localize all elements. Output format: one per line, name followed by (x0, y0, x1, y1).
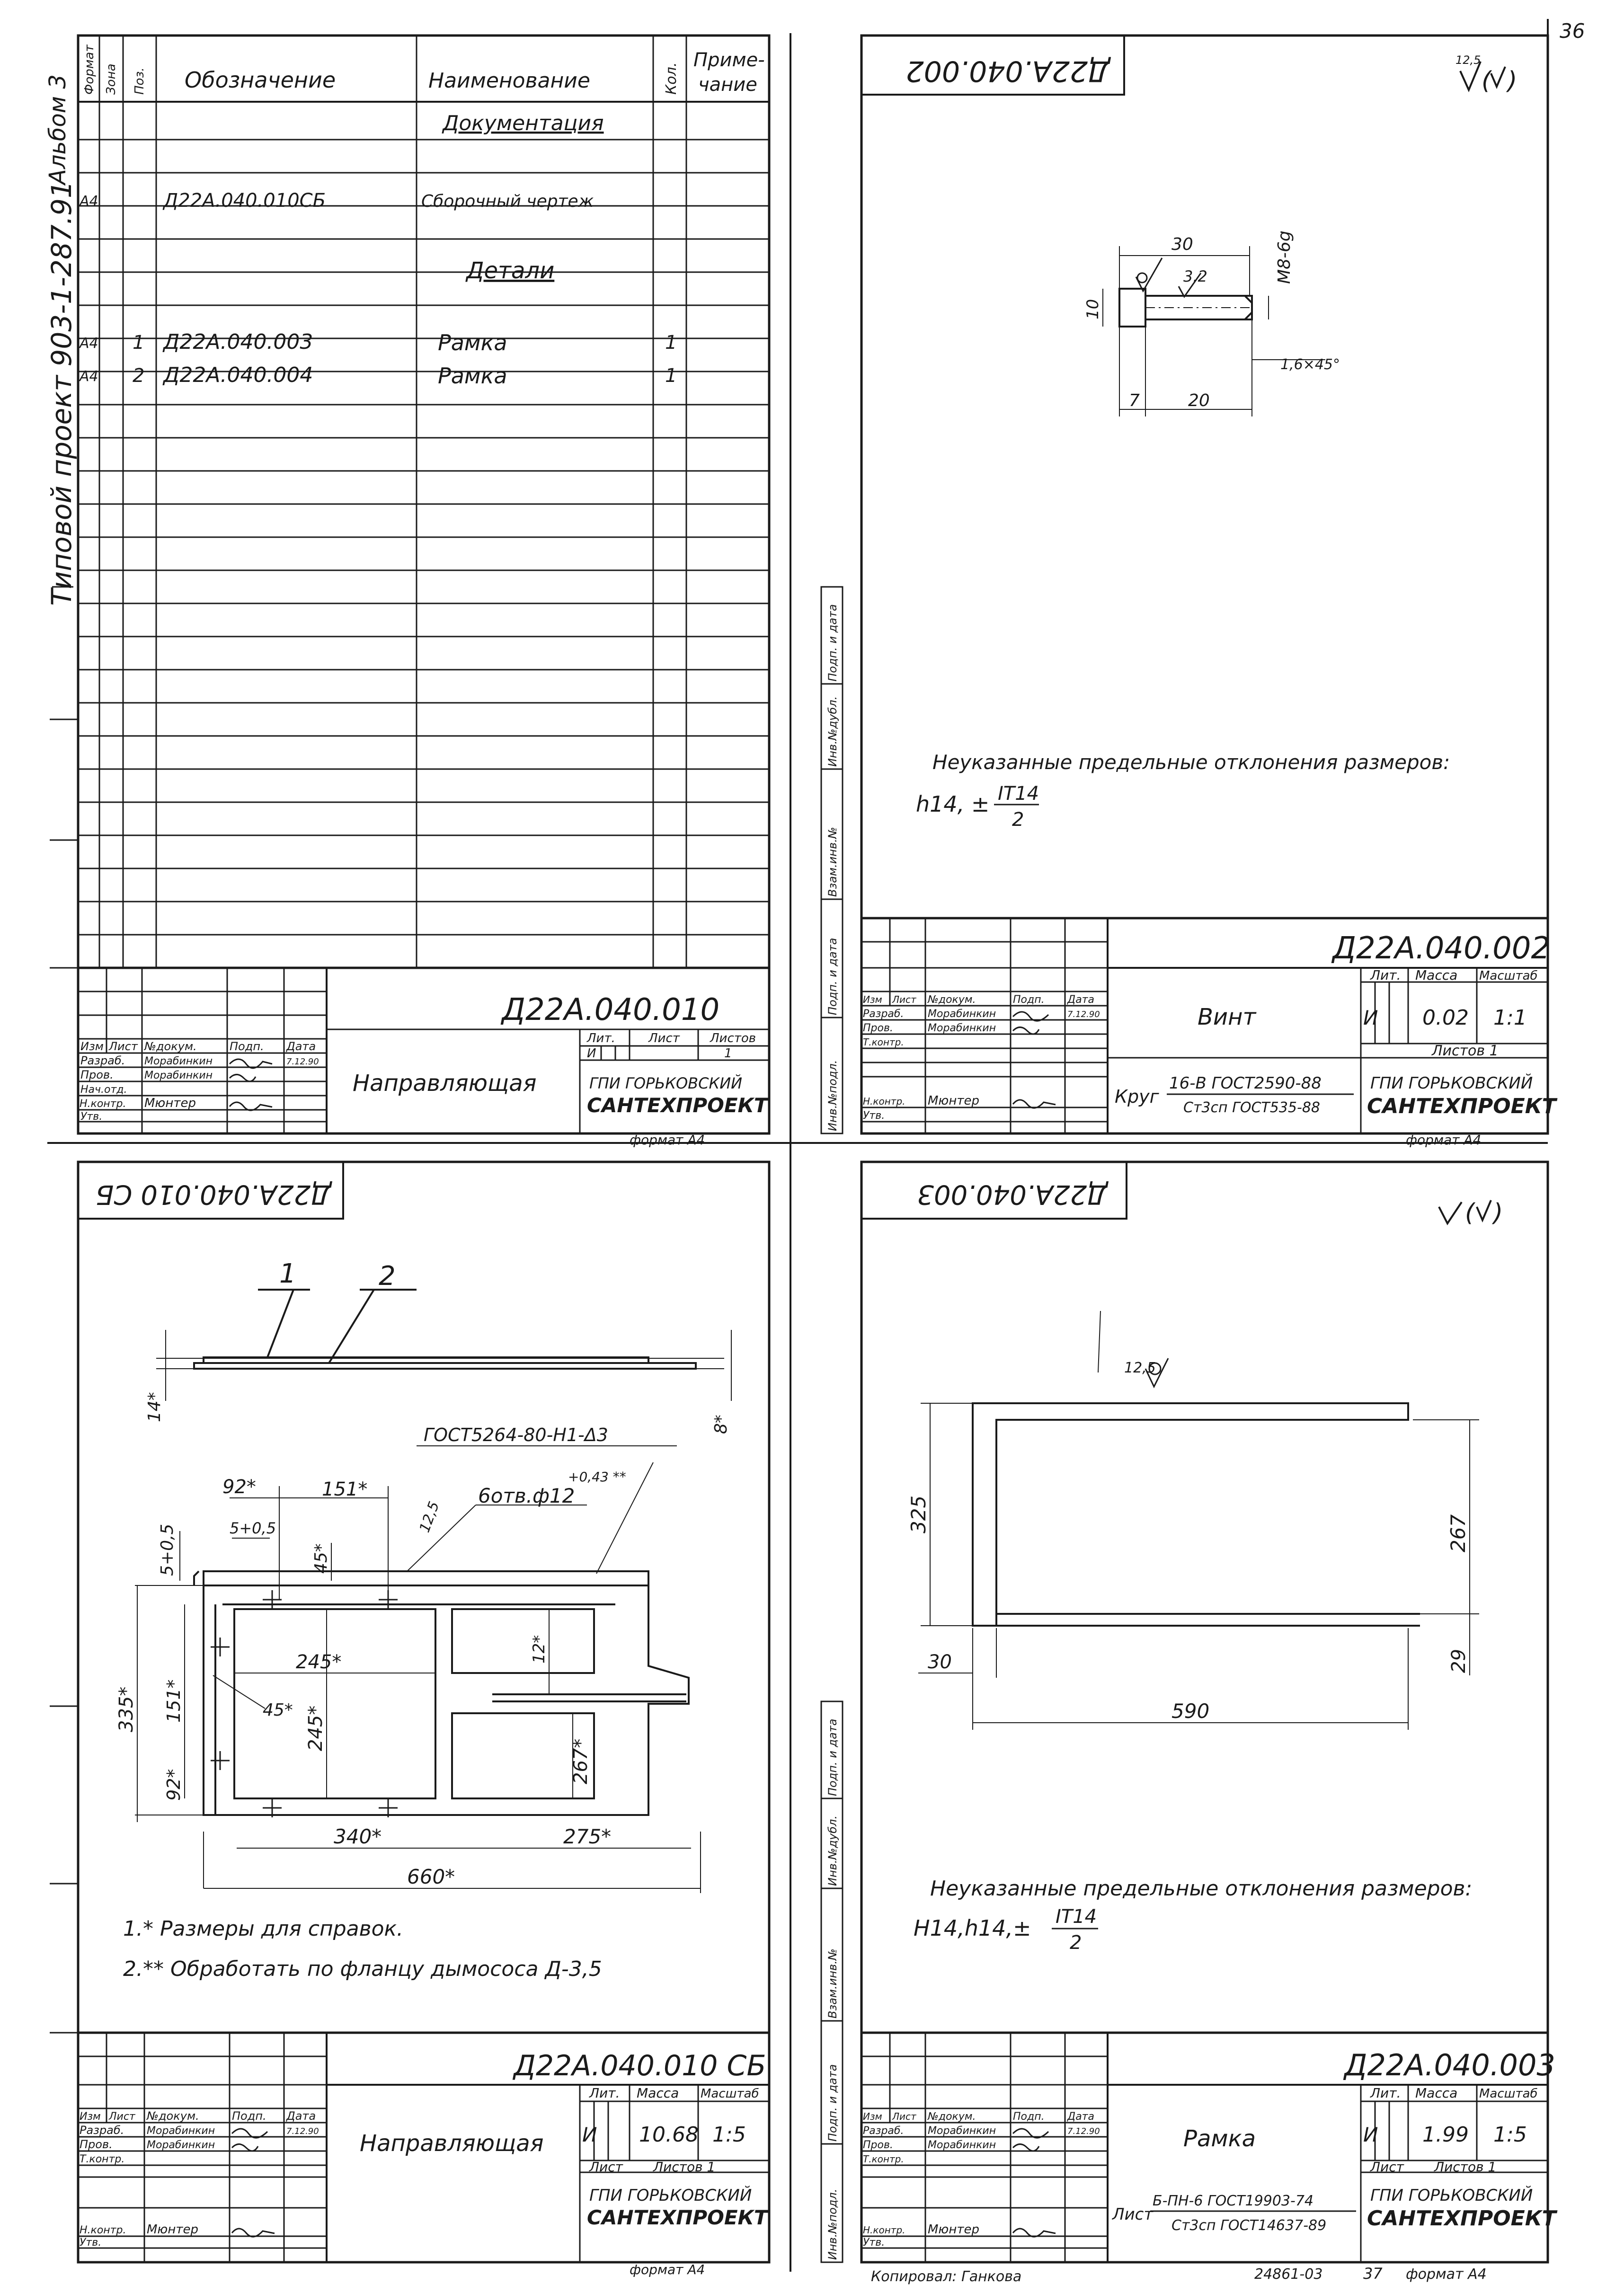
sheet4-material-bottom: Ст3сп ГОСТ14637-89 (1171, 2217, 1327, 2234)
tb1-ndoc: №докум. (144, 1040, 197, 1053)
tb1-prov-person: Морабинкин (144, 1070, 213, 1081)
sheet2-name: Винт (1198, 1004, 1256, 1030)
tb3-lit: Лит. (589, 2085, 620, 2101)
footer-sheet-no: 37 (1363, 2265, 1383, 2283)
tb3-ndoc: №докум. (147, 2109, 199, 2123)
tb3-tkontr: Т.контр. (80, 2153, 125, 2165)
footer-copied: Копировал: Ганкова (871, 2268, 1022, 2285)
margin4-b: Подп. и дата (826, 2064, 839, 2142)
weld-gost: ГОСТ5264-80-Н1-Δ3 (424, 1425, 608, 1445)
hdr-qty: Кол. (663, 62, 680, 95)
tb1-nkontr-person: Мюнтер (144, 1096, 196, 1110)
tb2-podp: Подп. (1013, 994, 1045, 1006)
tb4-nkontr: Н.контр. (863, 2224, 905, 2236)
footer-archive: 24861-03 (1254, 2266, 1323, 2283)
sheet2-roughness-value: 12,5 (1455, 53, 1481, 67)
tb2-nkontr: Н.контр. (863, 1096, 905, 1107)
frame-dim-267: 267 (1447, 1514, 1470, 1552)
tb1-utv: Утв. (80, 1111, 103, 1123)
tb1-data: Дата (286, 1040, 316, 1053)
tb4-izm: Изм (863, 2111, 882, 2122)
sheet4-name: Рамка (1183, 2125, 1256, 2152)
tb2-izm: Изм (863, 994, 882, 1005)
tb4-list: Лист (1370, 2159, 1404, 2175)
row1-name: Сборочный чертеж (421, 192, 594, 211)
tb2-utv: Утв. (863, 1110, 885, 1122)
tb4-masshtab: Масштаб (1479, 2087, 1538, 2101)
tb4-ndoc: №докум. (928, 2111, 976, 2123)
margin2-b: Подп. и дата (826, 938, 839, 1015)
bolt-thread: М8-6g (1275, 230, 1294, 284)
dim-275: 275* (563, 1825, 612, 1848)
hdr-zone: Зона (104, 63, 118, 95)
margin2-c: Взам.инв.№ (826, 827, 839, 897)
tb3-listh: Лист (109, 2111, 135, 2123)
tb1-lit: Лит. (587, 1031, 615, 1045)
sheet2-tol-den: 2 (1012, 809, 1024, 831)
row2-pos: 1 (133, 332, 145, 354)
sheet-2-bolt (821, 35, 1558, 1148)
sheet-1-specification (50, 35, 769, 1148)
hdr-name: Наименование (428, 69, 590, 93)
sheet1-lit: И (587, 1046, 596, 1061)
svg-text:(: ( (1482, 67, 1491, 95)
dim-14: 14* (145, 1392, 164, 1422)
sheet-4-frame (821, 1162, 1558, 2262)
tb4-razrab: Разраб. (863, 2125, 904, 2137)
tb3-format: формат А4 (630, 2262, 705, 2277)
tb3-podp: Подп. (232, 2109, 266, 2123)
tb2-org2: САНТЕХПРОЕКТ (1367, 1094, 1556, 1118)
tb2-prov: Пров. (863, 1022, 893, 1034)
dim-340: 340* (334, 1825, 382, 1848)
sheet4-tol: Н14,h14,± (914, 1915, 1031, 1941)
tb1-format: формат А4 (630, 1132, 705, 1148)
tb2-list: Лист (892, 994, 916, 1005)
tb1-nkontr: Н.контр. (80, 1098, 126, 1110)
tb3-prov: Пров. (80, 2138, 113, 2151)
dim-267: 267* (570, 1738, 592, 1784)
tb4-prov-person: Морабинкин (928, 2139, 996, 2151)
project-label: Типовой проект 903-1-287.91 (45, 181, 78, 606)
tb1-prov: Пров. (80, 1068, 114, 1081)
svg-text:(: ( (1465, 1199, 1475, 1227)
sheet2-note: Неуказанные предельные отклонения размеров: (932, 751, 1450, 774)
sheet1-name: Направляющая (353, 1070, 537, 1097)
sheet1-listov: 1 (724, 1046, 732, 1061)
tb2-date: 7.12.90 (1067, 1009, 1100, 1019)
sheet2-tol: h14, ± (916, 791, 990, 817)
tb3-data: Дата (286, 2109, 316, 2123)
frame-dim-29: 29 (1448, 1649, 1470, 1673)
sheet2-material-prefix: Круг (1115, 1086, 1159, 1107)
svg-text:): ) (1508, 67, 1518, 95)
bolt-dim-3-2: 3.2 (1183, 267, 1207, 285)
tb3-list: Лист (589, 2159, 623, 2175)
tb1-org2: САНТЕХПРОЕКТ (587, 1094, 768, 1117)
dim-5b: 5+0,5 (230, 1519, 276, 1537)
sheet4-material-prefix: Лист (1112, 2205, 1154, 2224)
bolt-dim-10: 10 (1083, 299, 1102, 319)
page-number: 36 (1560, 19, 1585, 43)
tb1-org1: ГПИ ГОРЬКОВСКИЙ (589, 1074, 743, 1092)
tb3-nkontr-person: Мюнтер (147, 2222, 198, 2237)
dim-151b: 151* (163, 1679, 184, 1723)
tb2-nkontr-person: Мюнтер (928, 1094, 979, 1108)
sheet2-scale: 1:1 (1493, 1006, 1527, 1030)
row3-format: А4 (80, 368, 98, 385)
dim-8: 8* (711, 1415, 731, 1434)
sheet2-code: Д22А.040.002 (1332, 931, 1551, 966)
sheet2-material-top: 16-В ГОСТ2590-88 (1169, 1074, 1322, 1093)
sheet4-note: Неуказанные предельные отклонения размеров: (930, 1877, 1473, 1901)
frame-dim-325: 325 (907, 1495, 930, 1533)
tb1-nach: Нач.отд. (80, 1084, 127, 1096)
dim-245b: 245* (305, 1705, 327, 1751)
tb4-razrab-person: Морабинкин (928, 2125, 996, 2137)
tb3-masshtab: Масштаб (701, 2087, 759, 2101)
tb4-prov: Пров. (863, 2139, 893, 2151)
tb3-izm: Изм (80, 2111, 101, 2123)
tb4-tkontr: Т.контр. (863, 2153, 904, 2165)
row3-pos: 2 (133, 365, 145, 387)
tb1-podp: Подп. (230, 1040, 264, 1053)
tb2-tkontr: Т.контр. (863, 1036, 904, 1048)
margin4-d: Инв.№дубл. (826, 1815, 839, 1886)
dim-92: 92* (222, 1476, 256, 1498)
tb4-lit: Лит. (1370, 2085, 1401, 2101)
assembly-note-2: 2.** Обработать по фланцу дымососа Д-3,5 (123, 1957, 602, 1981)
callout-1: 1 (279, 1258, 296, 1289)
dim-12: 12* (530, 1635, 549, 1664)
tb1-list: Лист (109, 1040, 138, 1053)
section-parts: Детали (466, 257, 555, 284)
bolt-dim-7: 7 (1129, 391, 1140, 410)
tb1-date: 7.12.90 (286, 1057, 319, 1067)
tb2-razrab: Разраб. (863, 1008, 904, 1020)
svg-text:): ) (1493, 1199, 1503, 1227)
tb2-masshtab: Масштаб (1479, 969, 1538, 983)
tb2-massa: Масса (1415, 967, 1458, 983)
tb1-izm: Изм (80, 1040, 104, 1053)
row2-qty: 1 (665, 332, 677, 354)
row2-designation: Д22А.040.003 (163, 330, 313, 354)
sheet4-tol-den: 2 (1070, 1932, 1082, 1954)
row1-designation: Д22А.040.010СБ (163, 190, 326, 212)
sheet2-tol-num: IT14 (998, 783, 1039, 805)
sheet3-code-mirrored: Д22А.040.010 СБ (95, 1179, 331, 1210)
hdr-designation: Обозначение (185, 67, 336, 93)
tb3-prov-person: Морабинкин (147, 2139, 215, 2151)
dim-45a: 45* (311, 1543, 331, 1574)
margin4-a: Инв.№подл. (826, 2188, 839, 2260)
frame-roughness: 12,5 (1124, 1360, 1156, 1376)
tb2-prov-person: Морабинкин (928, 1022, 996, 1034)
bolt-dim-30: 30 (1171, 235, 1193, 254)
tb1-listov-h: Листов (710, 1031, 756, 1045)
footer-format: формат А4 (1406, 2266, 1487, 2283)
tb2-lit: Лит. (1370, 967, 1401, 983)
dim-245a: 245* (296, 1651, 342, 1673)
dim-660: 660* (407, 1865, 455, 1888)
tb3-massa: Масса (637, 2085, 679, 2101)
tb3-nkontr: Н.контр. (80, 2224, 126, 2236)
margin2-d: Инв.№дубл. (826, 696, 839, 767)
tb2-ndoc: №докум. (928, 994, 976, 1006)
dim-335: 335* (115, 1686, 137, 1732)
sheet4-tol-num: IT14 (1056, 1906, 1097, 1928)
assembly-note-1: 1.* Размеры для справок. (123, 1917, 404, 1941)
sheet2-lit: И (1363, 1006, 1378, 1029)
frame-dim-590: 590 (1171, 1700, 1210, 1723)
sheet2-mass: 0.02 (1422, 1006, 1469, 1030)
tb1-list-h: Лист (648, 1031, 680, 1045)
tb3-org2: САНТЕХПРОЕКТ (587, 2206, 768, 2229)
tb2-org1: ГПИ ГОРЬКОВСКИЙ (1370, 1074, 1533, 1093)
sheet1-code: Д22А.040.010 (502, 992, 720, 1027)
dim-45b: 45* (263, 1700, 293, 1720)
dim-5a: 5+0,5 (158, 1523, 177, 1576)
dim-roughness: 12,5 (416, 1499, 443, 1535)
album-label: Альбом 3 (44, 74, 71, 185)
tb4-org2: САНТЕХПРОЕКТ (1367, 2206, 1556, 2231)
tb3-razrab: Разраб. (80, 2124, 124, 2137)
bolt-chamfer: 1,6×45° (1280, 356, 1340, 373)
tb1-razrab: Разраб. (80, 1054, 125, 1067)
dim-151: 151* (322, 1478, 368, 1500)
row3-designation: Д22А.040.004 (163, 363, 313, 387)
margin4-c: Взам.инв.№ (826, 1948, 839, 2019)
sheet4-scale: 1:5 (1493, 2123, 1527, 2147)
row3-name: Рамка (438, 363, 507, 389)
hdr-pos: Поз. (133, 67, 147, 95)
sheet4-mass: 1.99 (1422, 2123, 1469, 2147)
hdr-note-1: Приме- (693, 49, 765, 71)
tb1-razrab-person: Морабинкин (144, 1055, 213, 1067)
tb3-date: 7.12.90 (286, 2126, 319, 2136)
margin2-a: Инв.№подл. (826, 1060, 839, 1131)
sheet3-mass: 10.68 (639, 2123, 699, 2147)
sheet2-material-bottom: Ст3сп ГОСТ535-88 (1183, 1099, 1321, 1116)
tb2-razrab-person: Морабинкин (928, 1008, 996, 1020)
hdr-note-2: чание (698, 74, 757, 96)
margin2-e: Подп. и дата (826, 604, 839, 682)
sheet3-lit: И (582, 2123, 597, 2146)
row1-format: А4 (80, 193, 98, 210)
tb2-format: формат А4 (1406, 1132, 1482, 1148)
sheet3-code: Д22А.040.010 СБ (514, 2049, 766, 2082)
tb4-org1: ГПИ ГОРЬКОВСКИЙ (1370, 2186, 1533, 2205)
dim-92b: 92* (163, 1769, 184, 1801)
hdr-format: Формат (82, 44, 97, 95)
row2-format: А4 (80, 335, 98, 352)
row2-name: Рамка (438, 330, 507, 355)
tb4-podp: Подп. (1013, 2111, 1045, 2123)
tb4-utv: Утв. (863, 2237, 885, 2249)
sheet4-code: Д22А.040.003 (1344, 2048, 1555, 2082)
sheet3-scale: 1:5 (712, 2123, 746, 2147)
sheet4-lit: И (1363, 2123, 1378, 2146)
tb4-date: 7.12.90 (1067, 2126, 1100, 2136)
bolt-dim-20: 20 (1188, 391, 1210, 410)
sheet4-material-top: Б-ПН-6 ГОСТ19903-74 (1153, 2193, 1314, 2209)
sheet-3-assembly (50, 1162, 769, 2277)
sheet4-listov: Листов 1 (1434, 2159, 1497, 2175)
sheet2-listov: Листов 1 (1432, 1043, 1499, 1059)
sheet3-listov: Листов 1 (653, 2159, 716, 2175)
row3-qty: 1 (665, 365, 677, 387)
callout-2: 2 (379, 1261, 396, 1292)
tb3-utv: Утв. (80, 2237, 102, 2249)
dim-holes: 6отв.ф12 (478, 1484, 575, 1507)
tb3-razrab-person: Морабинкин (147, 2125, 215, 2137)
sheet3-name: Направляющая (360, 2130, 544, 2157)
tb4-data: Дата (1067, 2111, 1094, 2123)
section-documentation: Документация (443, 111, 604, 135)
dim-tol: +0,43 ** (568, 1469, 626, 1485)
tb4-nkontr-person: Мюнтер (928, 2222, 979, 2237)
tb2-data: Дата (1067, 994, 1094, 1006)
margin4-e: Подп. и дата (826, 1718, 839, 1796)
sheet4-code-mirrored: Д22А.040.003 (917, 1179, 1108, 1210)
tb3-org1: ГПИ ГОРЬКОВСКИЙ (589, 2186, 752, 2205)
tb4-massa: Масса (1415, 2085, 1458, 2101)
tb4-listh: Лист (892, 2111, 916, 2122)
frame-dim-30: 30 (928, 1651, 952, 1673)
sheet2-code-mirrored: Д22А.040.002 (905, 54, 1110, 88)
